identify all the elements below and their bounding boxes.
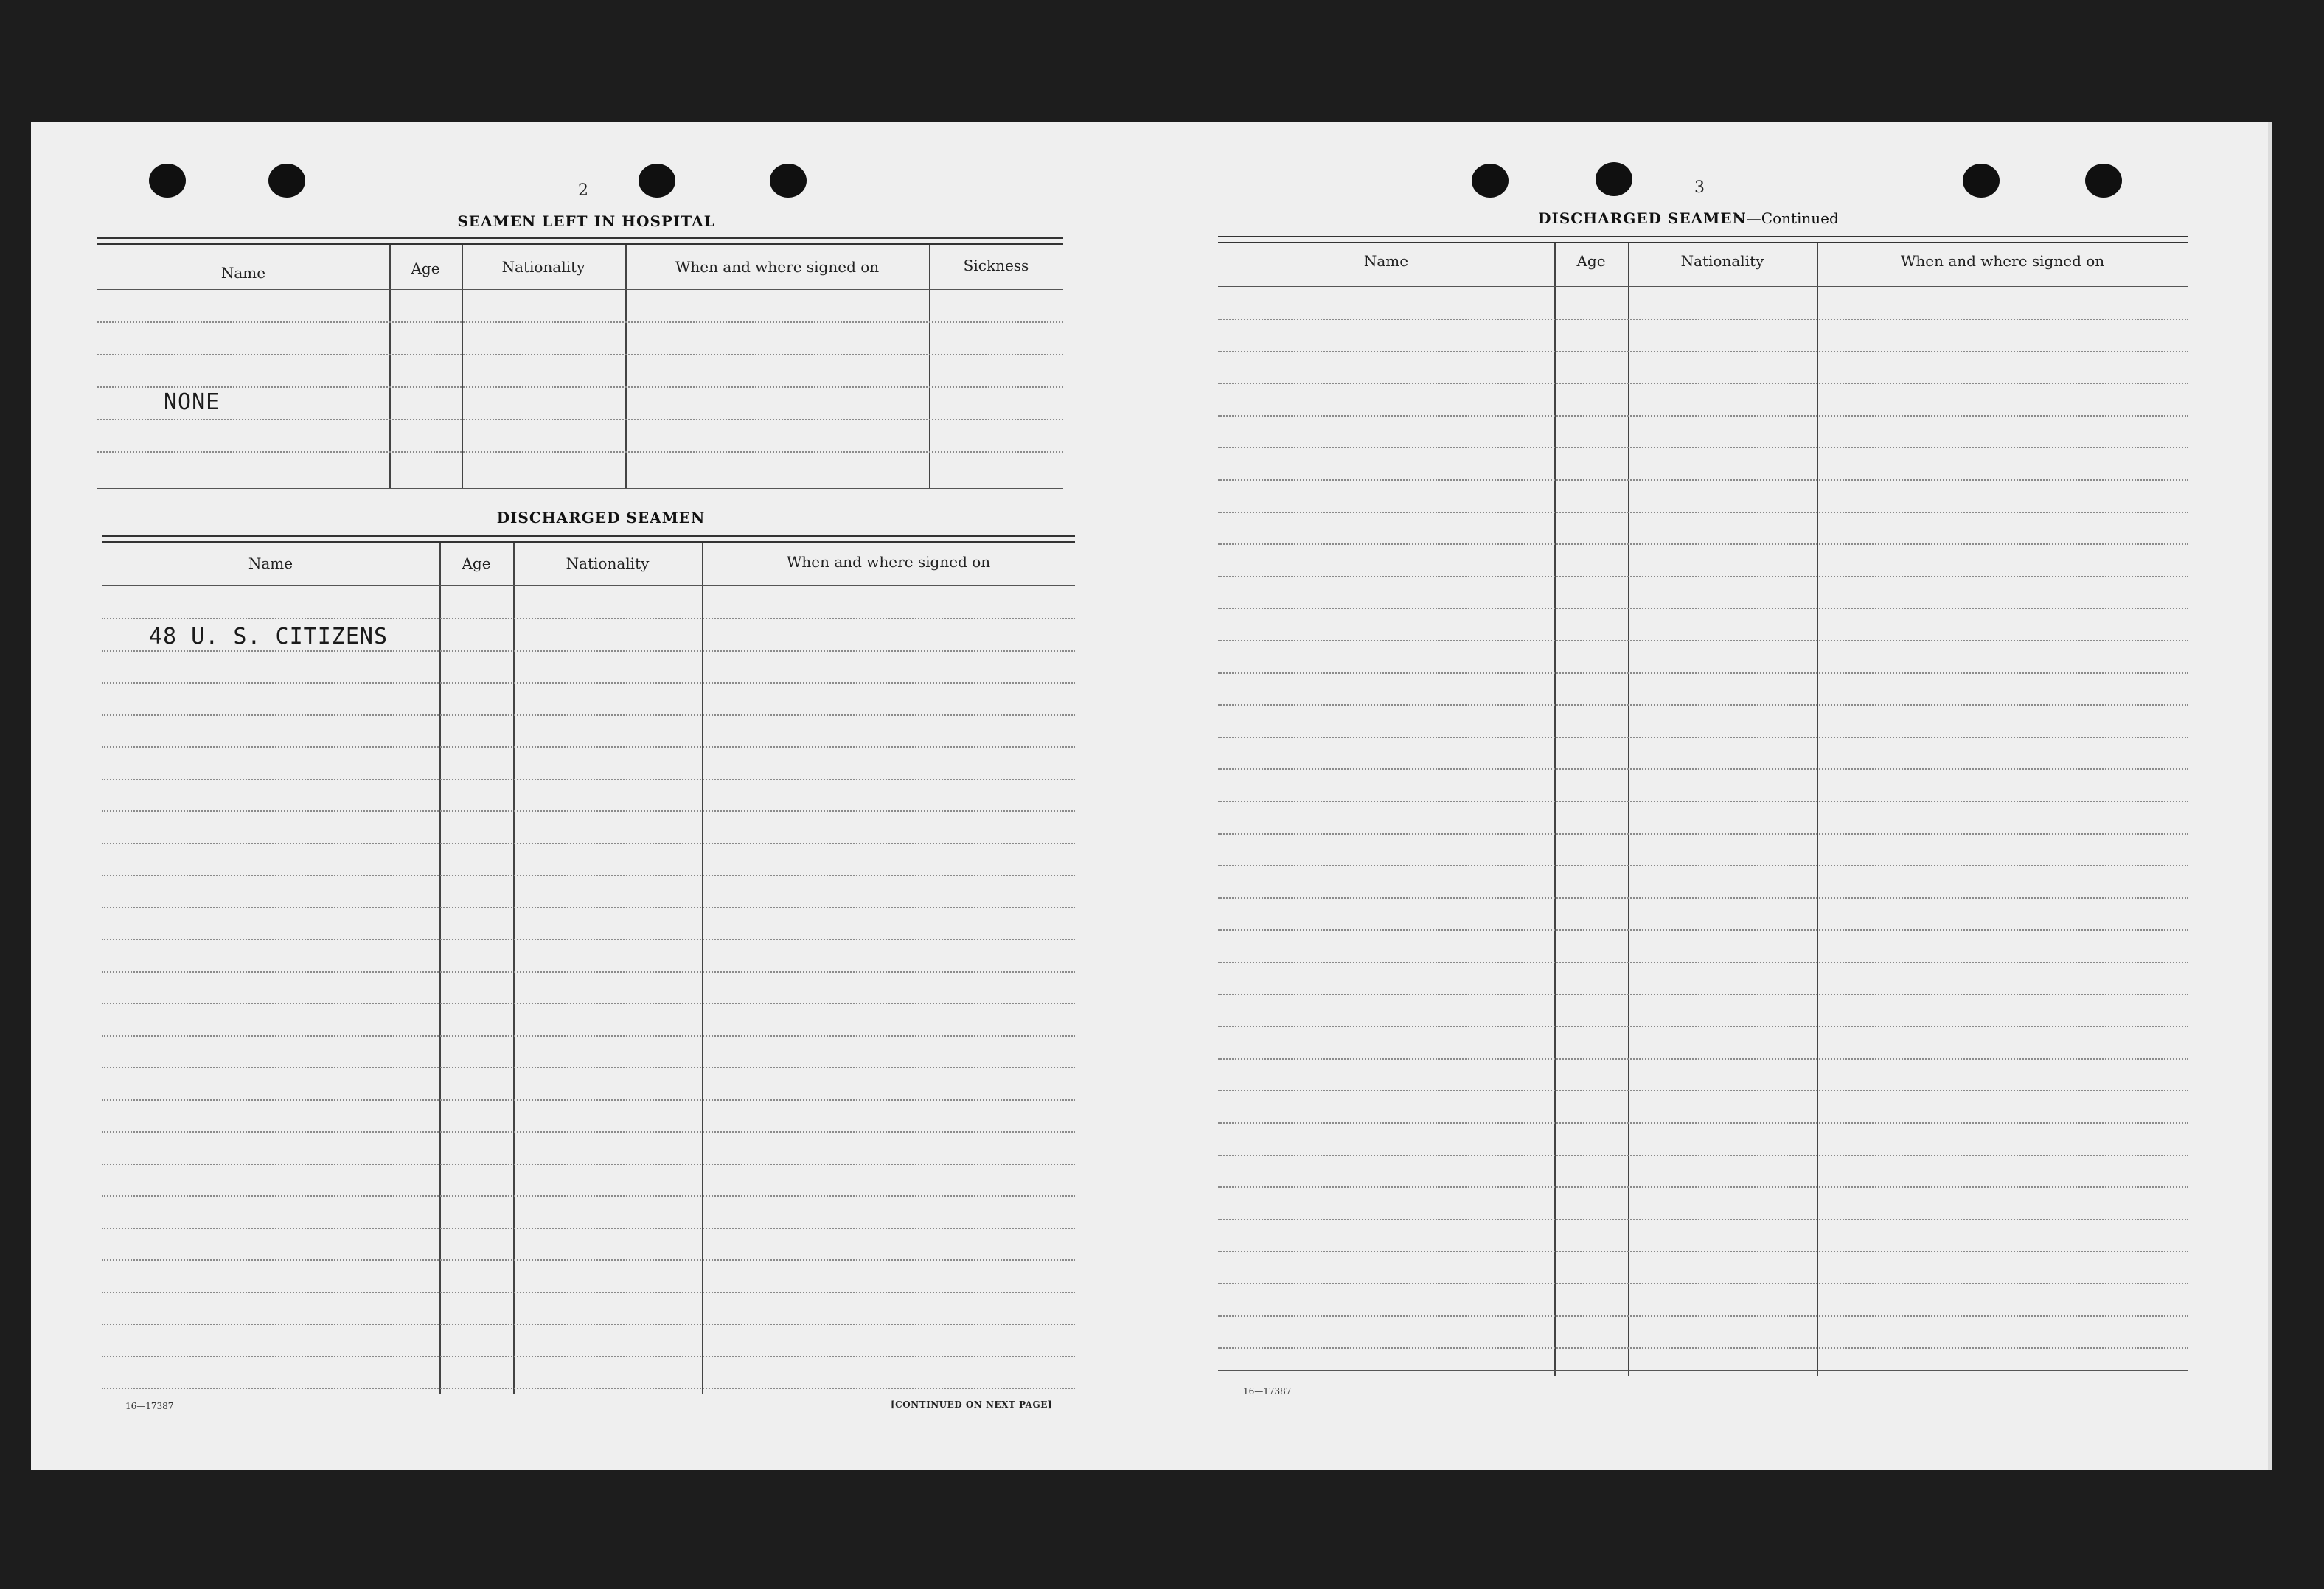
ruled-row-line (1218, 1347, 2188, 1349)
column-header-signed-on: When and where signed on (1900, 252, 2105, 270)
ruled-row-line (1218, 1186, 2188, 1188)
column-header-signed-on: When and where signed on (675, 258, 880, 276)
discharged-entry: 48 U. S. CITIZENS (149, 624, 389, 650)
ruled-row-line (102, 843, 1075, 844)
ruled-row-line (102, 1356, 1075, 1357)
punch-hole (149, 164, 186, 198)
column-header-name: Name (1363, 252, 1409, 270)
ruled-row-line (1218, 704, 2188, 706)
ruled-row-line (102, 1131, 1075, 1133)
section-title-suffix: —Continued (1746, 209, 1839, 227)
ruled-row-line (1218, 1219, 2188, 1220)
ruled-row-line (1218, 1251, 2188, 1252)
ruled-row-line (102, 1164, 1075, 1165)
punch-hole (639, 164, 675, 198)
ruled-row-line (102, 1067, 1075, 1068)
ruled-row-line (102, 1003, 1075, 1004)
ruled-row-line (102, 746, 1075, 748)
sheet-edge (2268, 122, 2272, 1470)
discharged-continued-title (1445, 209, 1932, 227)
column-header-nationality: Nationality (501, 258, 585, 276)
ruled-row-line (102, 650, 1075, 652)
column-header-name: Name (248, 554, 293, 572)
ruled-row-line (1218, 447, 2188, 448)
ruled-row-line (102, 1292, 1075, 1293)
ruled-row-line (1218, 512, 2188, 513)
ruled-row-line (102, 1324, 1075, 1325)
column-header-age: Age (411, 260, 440, 277)
column-header-nationality: Nationality (1680, 252, 1764, 270)
ruled-row-line (1218, 319, 2188, 320)
ruled-row-line (1218, 994, 2188, 995)
form-number-right: 16—17387 (1243, 1386, 1292, 1397)
ruled-row-line (102, 779, 1075, 780)
ruled-row-line (102, 971, 1075, 973)
form-number-left: 16—17387 (125, 1401, 174, 1411)
discharged-table-left (102, 535, 1075, 1395)
ruled-row-line (102, 875, 1075, 876)
ruled-row-line (102, 1195, 1075, 1197)
punch-hole (1963, 164, 2000, 198)
column-header-age: Age (1576, 252, 1606, 270)
ruled-row-line (102, 618, 1075, 619)
page-number-left: 2 (578, 181, 588, 200)
ruled-row-line (102, 1035, 1075, 1037)
ruled-row-line (1218, 897, 2188, 899)
ruled-row-line (1218, 1283, 2188, 1284)
ruled-row-line (1218, 865, 2188, 866)
page-number-right: 3 (1694, 178, 1705, 197)
ruled-row-line (1218, 929, 2188, 931)
punch-hole (268, 164, 305, 198)
ruled-row-line (1218, 962, 2188, 963)
hospital-entry: NONE (164, 389, 220, 415)
table-bottom-rule (1218, 1370, 2188, 1371)
ruled-row-line (1218, 1155, 2188, 1156)
ruled-row-line (1218, 1315, 2188, 1317)
ruled-row-line (1218, 383, 2188, 384)
ruled-row-line (1218, 351, 2188, 352)
continued-note: [CONTINUED ON NEXT PAGE] (891, 1399, 1053, 1410)
ruled-row-line (1218, 640, 2188, 641)
ruled-row-line (1218, 1090, 2188, 1091)
ruled-row-line (1218, 737, 2188, 738)
ruled-row-line (102, 1228, 1075, 1229)
ruled-row-line (1218, 833, 2188, 835)
ruled-row-line (102, 1099, 1075, 1101)
punch-hole (770, 164, 807, 198)
ruled-row-line (102, 907, 1075, 908)
ruled-row-line (102, 714, 1075, 716)
ruled-row-line (102, 939, 1075, 940)
section-title-main: DISCHARGED SEAMEN (1538, 209, 1747, 227)
discharged-table-right (1218, 236, 2188, 1379)
ruled-row-line (1218, 479, 2188, 481)
ruled-row-line (1218, 576, 2188, 577)
ruled-row-line (1218, 672, 2188, 674)
column-header-signed-on: When and where signed on (786, 553, 991, 571)
ruled-row-line (1218, 543, 2188, 545)
ruled-row-line (1218, 768, 2188, 770)
punch-hole (1472, 164, 1509, 198)
ruled-row-line (1218, 415, 2188, 417)
column-header-age: Age (462, 554, 491, 572)
column-header-nationality: Nationality (566, 554, 650, 572)
punch-hole (2085, 164, 2122, 198)
ruled-row-line (102, 682, 1075, 684)
column-header-sickness: Sickness (963, 257, 1029, 274)
ruled-row-line (102, 810, 1075, 812)
hospital-table (97, 237, 1063, 490)
ruled-row-line (1218, 801, 2188, 802)
hospital-section-title: SEAMEN LEFT IN HOSPITAL (457, 212, 715, 230)
ruled-row-line (102, 1259, 1075, 1261)
punch-hole (1596, 162, 1632, 196)
ruled-row-line (1218, 608, 2188, 609)
ruled-row-line (1218, 1122, 2188, 1124)
column-header-name: Name (220, 264, 266, 282)
ruled-row-line (1218, 1058, 2188, 1060)
ruled-row-line (102, 1388, 1075, 1389)
ruled-row-line (1218, 1026, 2188, 1027)
discharged-section-title: DISCHARGED SEAMEN (496, 509, 706, 526)
